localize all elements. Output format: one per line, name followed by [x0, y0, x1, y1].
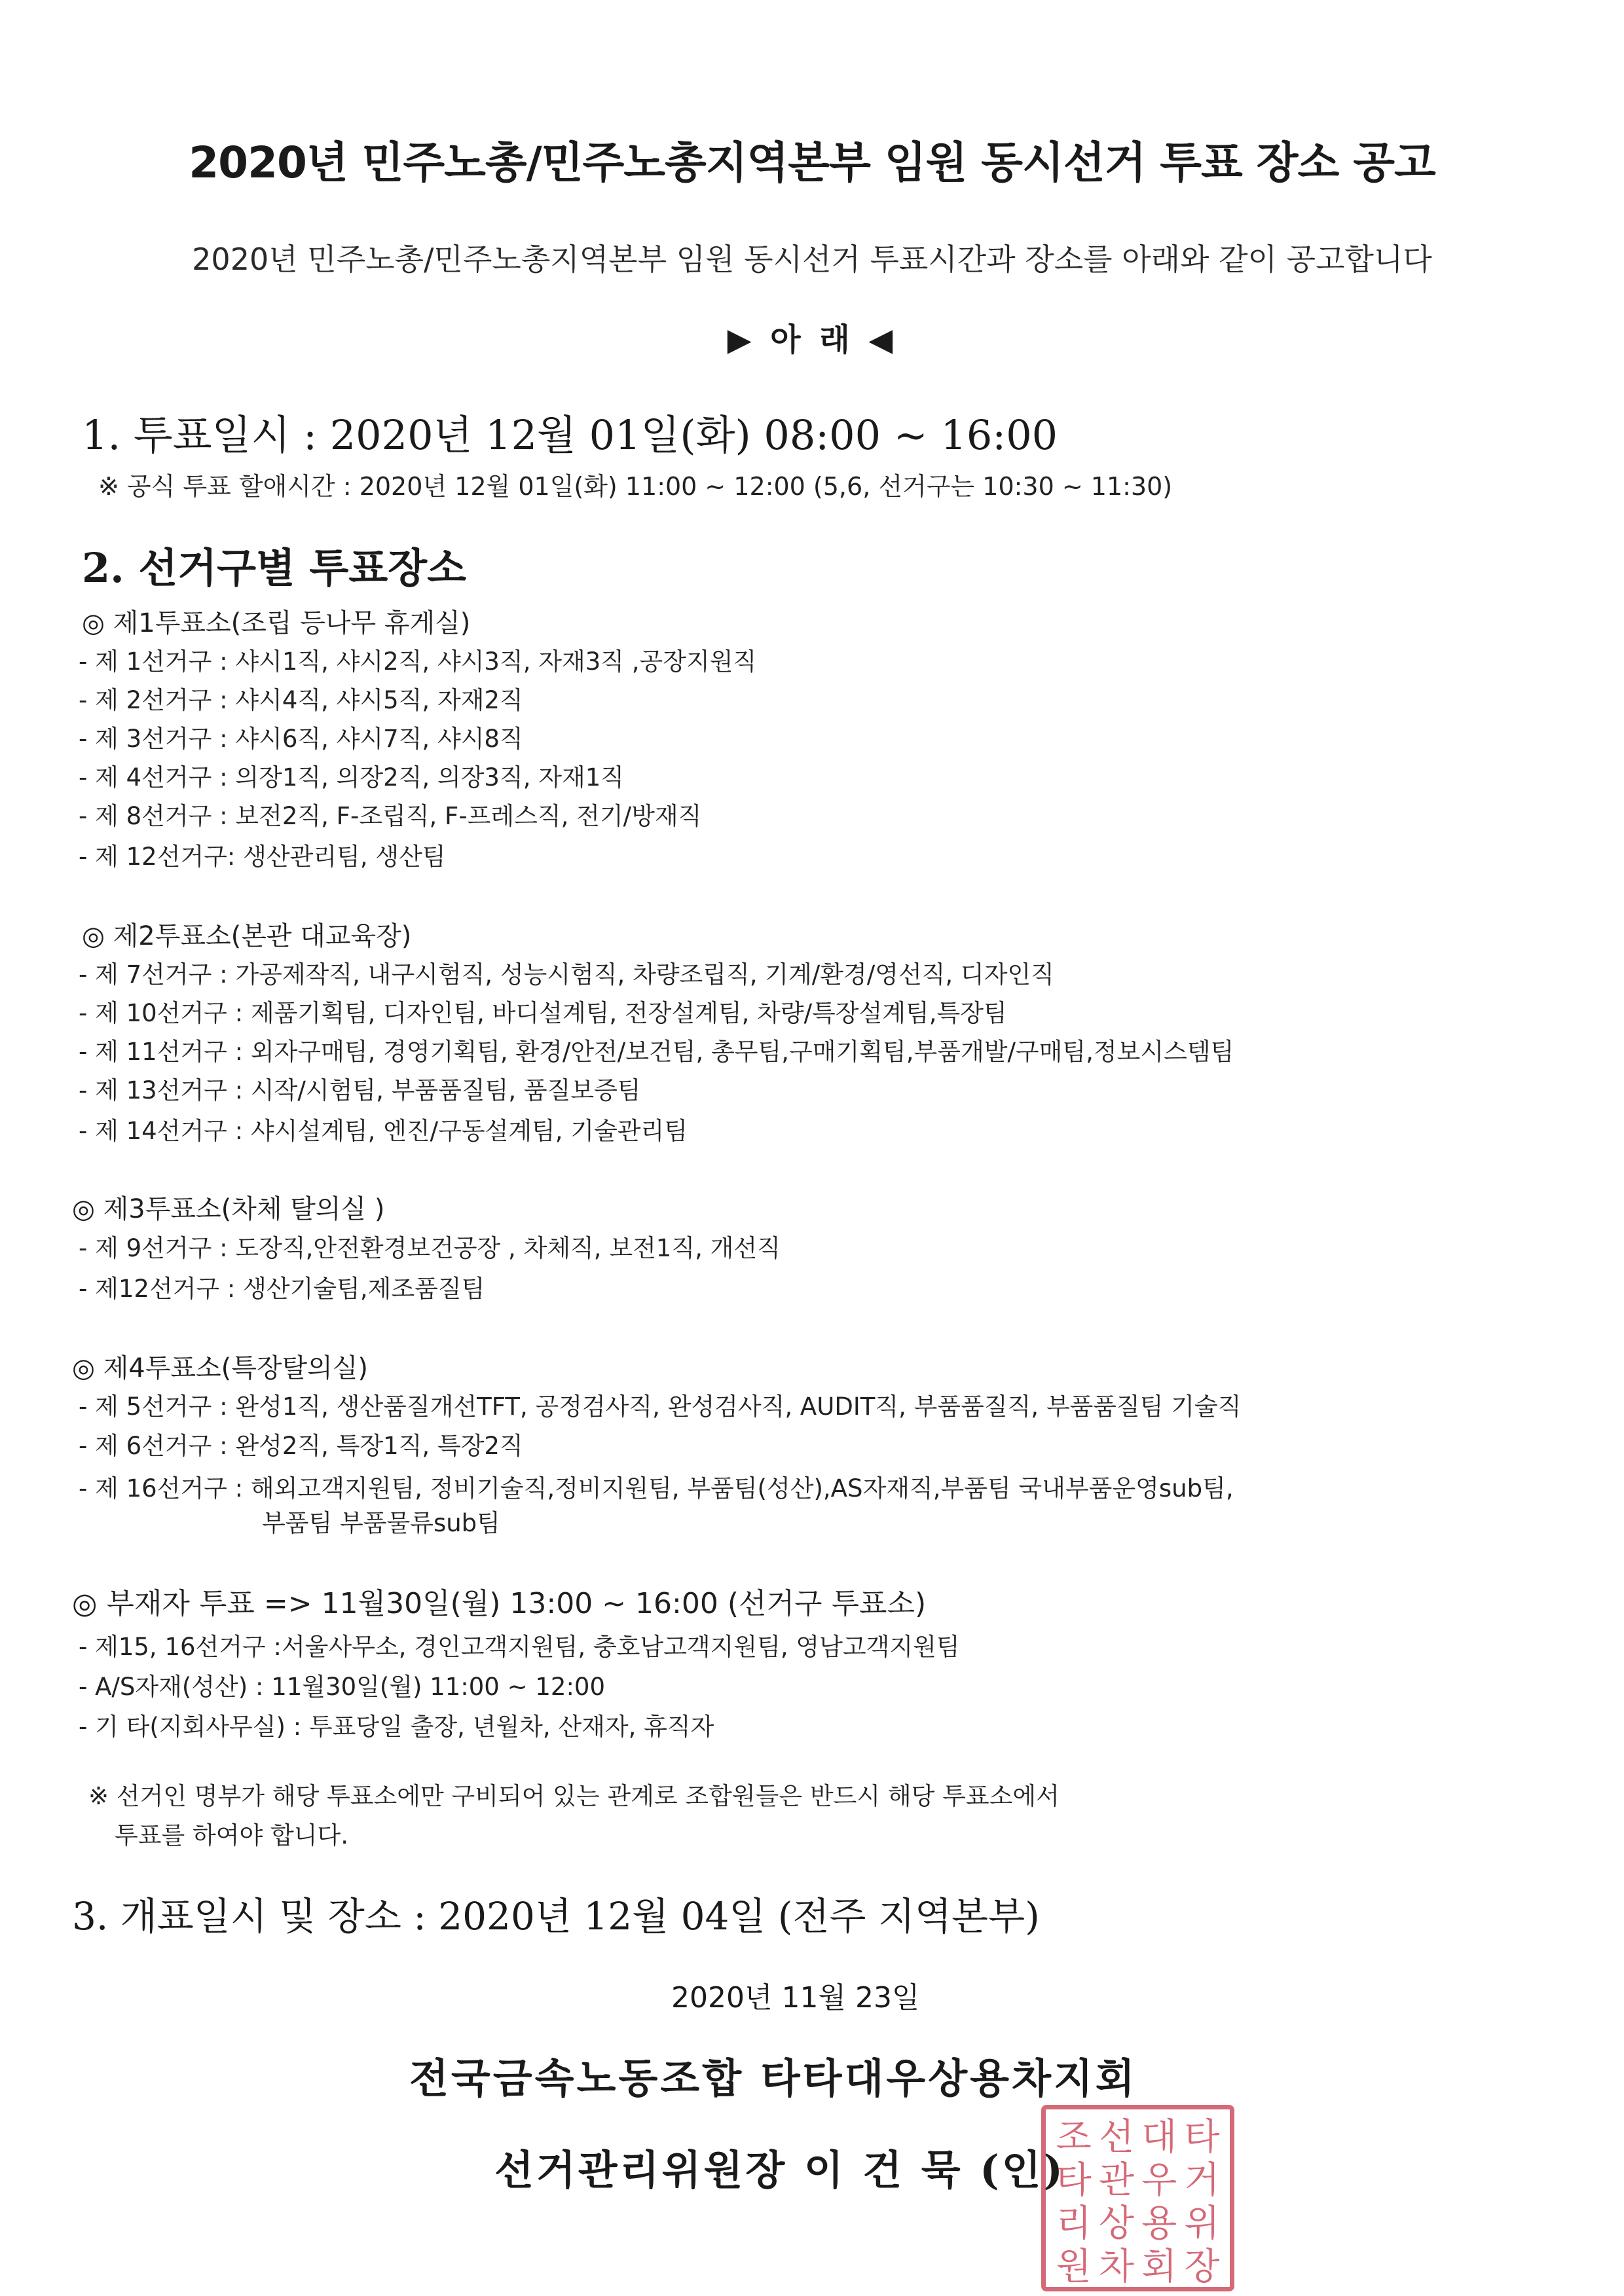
- station2-name: ◎ 제2투표소(본관 대교육장): [82, 921, 412, 951]
- seal-char: 장: [1184, 2246, 1220, 2288]
- station3-line: - 제12선거구 : 생산기술팀,제조품질팀: [79, 1275, 485, 1303]
- seal-char: 타: [1056, 2159, 1092, 2202]
- seal-char: 대: [1141, 2116, 1177, 2159]
- section2-heading: 2. 선거구별 투표장소: [82, 544, 467, 592]
- seal-char: 상: [1098, 2202, 1134, 2245]
- station1-line: - 제 1선거구 : 샤시1직, 샤시2직, 샤시3직, 자재3직 ,공장지원직: [79, 647, 757, 676]
- station2-line: - 제 13선거구 : 시작/시험팀, 부품품질팀, 품질보증팀: [79, 1076, 641, 1104]
- official-seal: [1041, 2105, 1234, 2291]
- station2-line: - 제 10선거구 : 제품기획팀, 디자인팀, 바디설계팀, 전장설계팀, 차량/특장설계팀,특장팀: [79, 999, 1007, 1027]
- below-marker: ▶ 아 래 ◀: [727, 321, 897, 358]
- seal-char: 타: [1184, 2116, 1220, 2159]
- seal-char: 선: [1098, 2116, 1134, 2159]
- station1-line: - 제 4선거구 : 의장1직, 의장2직, 의장3직, 자재1직: [79, 763, 625, 792]
- section3-heading: 3. 개표일시 및 장소 : 2020년 12월 04일 (전주 지역본부): [72, 1894, 1040, 1939]
- seal-char: 관: [1098, 2159, 1134, 2202]
- station4-line: - 제 6선거구 : 완성2직, 특장1직, 특장2직: [79, 1432, 523, 1460]
- station2-line: - 제 14선거구 : 샤시설계팀, 엔진/구동설계팀, 기술관리팀: [79, 1117, 688, 1145]
- station1-line: - 제 8선거구 : 보전2직, F-조립직, F-프레스직, 전기/방재직: [79, 802, 702, 830]
- seal-char: 리: [1056, 2202, 1092, 2245]
- seal-char: 위: [1184, 2202, 1220, 2245]
- station1-name: ◎ 제1투표소(조립 등나무 휴게실): [82, 608, 471, 638]
- seal-char: 거: [1184, 2159, 1220, 2202]
- seal-char: 용: [1141, 2202, 1177, 2245]
- absentee-line: - A/S자재(성산) : 11월30일(월) 11:00 ~ 12:00: [79, 1673, 606, 1701]
- document-title: 2020년 민주노총/민주노총지역본부 임원 동시선거 투표 장소 공고: [189, 137, 1435, 188]
- organization-name: 전국금속노동조합 타타대우상용차지회: [409, 2054, 1137, 2102]
- notice-line: 투표를 하여야 합니다.: [115, 1821, 348, 1850]
- absentee-line: - 기 타(지회사무실) : 투표당일 출장, 년월차, 산재자, 휴직자: [79, 1713, 714, 1741]
- seal-char: 차: [1098, 2246, 1134, 2288]
- document-subtitle: 2020년 민주노총/민주노총지역본부 임원 동시선거 투표시간과 장소를 아래와 같이 공고합니다: [192, 242, 1432, 277]
- station4-line: - 제 16선거구 : 해외고객지원팀, 정비기술직,정비지원팀, 부품팀(성산),AS자재직,부품팀 국내부품운영sub팀,: [79, 1474, 1234, 1503]
- section1-note: ※ 공식 투표 할애시간 : 2020년 12월 01일(화) 11:00 ~ 12:00 (5,6, 선거구는 10:30 ~ 11:30): [98, 472, 1173, 501]
- notice-line: ※ 선거인 명부가 해당 투표소에만 구비되어 있는 관계로 조합원들은 반드시 해당 투표소에서: [88, 1782, 1060, 1810]
- station2-line: - 제 7선거구 : 가공제작직, 내구시험직, 성능시험직, 차량조립직, 기계/환경/영선직, 디자인직: [79, 960, 1054, 989]
- station1-line: - 제 12선거구: 생산관리팀, 생산팀: [79, 843, 446, 871]
- absentee-heading: ◎ 부재자 투표 => 11월30일(월) 13:00 ~ 16:00 (선거구 투표소): [72, 1587, 927, 1620]
- seal-char: 회: [1141, 2246, 1177, 2288]
- station1-line: - 제 2선거구 : 샤시4직, 샤시5직, 자재2직: [79, 686, 523, 714]
- station2-line: - 제 11선거구 : 외자구매팀, 경영기획팀, 환경/안전/보건팀, 총무팀,구매기획팀,부품개발/구매팀,정보시스템팀: [79, 1038, 1234, 1066]
- station4-line: 부품팀 부품물류sub팀: [262, 1509, 500, 1537]
- section1-heading: 1. 투표일시 : 2020년 12월 01일(화) 08:00 ~ 16:00: [82, 411, 1058, 459]
- station3-line: - 제 9선거구 : 도장직,안전환경보건공장 , 차체직, 보전1직, 개선직: [79, 1234, 781, 1262]
- seal-char: 조: [1056, 2116, 1092, 2159]
- station1-line: - 제 3선거구 : 샤시6직, 샤시7직, 샤시8직: [79, 725, 523, 753]
- announcement-date: 2020년 11월 23일: [671, 1981, 920, 2014]
- station4-name: ◎ 제4투표소(특장탈의실): [72, 1353, 369, 1383]
- chairman-signature: 선거관리위원장 이 건 묵 (인): [494, 2146, 1065, 2194]
- station3-name: ◎ 제3투표소(차체 탈의실 ): [72, 1194, 385, 1224]
- absentee-line: - 제15, 16선거구 :서울사무소, 경인고객지원팀, 충호남고객지원팀, 영남고객지원팀: [79, 1633, 960, 1661]
- station4-line: - 제 5선거구 : 완성1직, 생산품질개선TFT, 공정검사직, 완성검사직, AUDIT직, 부품품질직, 부품품질팀 기술직: [79, 1393, 1242, 1421]
- seal-char: 원: [1056, 2246, 1092, 2288]
- seal-char: 우: [1141, 2159, 1177, 2202]
